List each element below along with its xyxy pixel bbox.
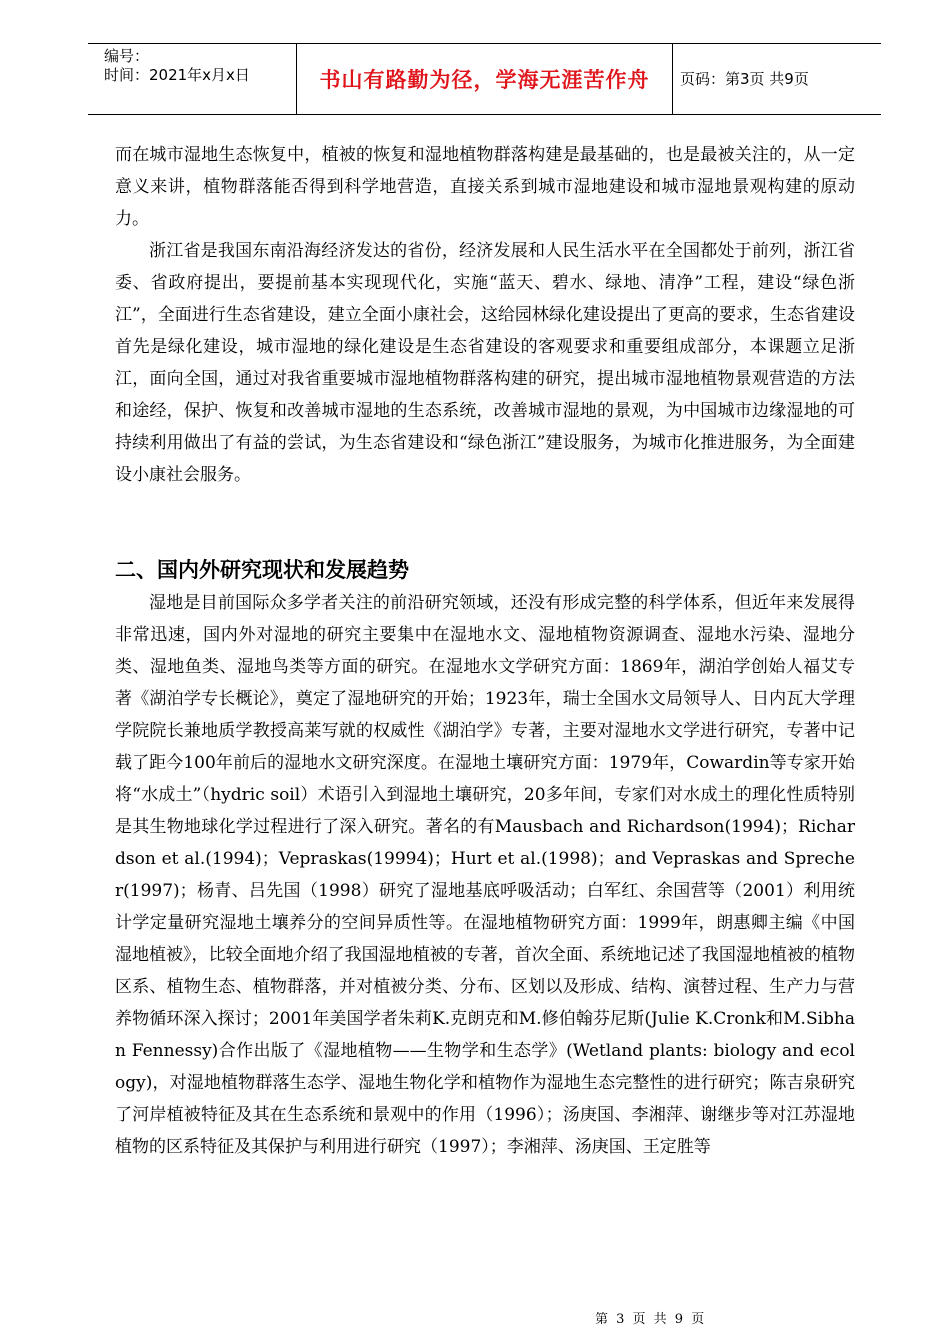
header-meta	[104, 47, 294, 85]
header-page-info: 页码：第3页 共9页	[680, 70, 809, 88]
header-number-label: 编号：	[104, 47, 150, 65]
paragraph-continued: 而在城市湿地生态恢复中，植被的恢复和湿地植物群落构建是最基础的，也是最被关注的，从一定意义来讲，植物群落能否得到科学地营造，直接关系到城市湿地建设和城市湿地景观构建的原动力。	[115, 145, 855, 229]
paragraph-research-status: 湿地是目前国际众多学者关注的前沿研究领域，还没有形成完整的科学体系，但近年来发展得非常迅速，国内外对湿地的研究主要集中在湿地水文、湿地植物资源调查、湿地水污染、湿地分类、湿地鱼类、湿地鸟类等方面的研究。在湿地水文学研究方面：1869年，湖泊学创始人福艾专著《湖泊学专长概论》，奠定了湿地研究的开始；1923年，瑞士全国水文局领导人、日内瓦大学理学院院长兼地质学教授高莱写就的权威性《湖泊学》专著，主要对湿地水文学进行研究，专著中记载了距今100年前后的湿地水文研究深度。在湿地土壤研究方面：1979年，Cowardin等专家开始将“水成土”（hydric soil）术语引入到湿地土壤研究，20多年间，专家们对水成土的理化性质特别是其生物地球化学过程进行了深入研究。著名的有Mausbach and Richardson(1994)；Richardson et al.(1994)；Vepraskas(19994)；Hurt et al.(1998)；and Vepraskas and Sprecher(1997)；杨青、吕先国（1998）研究了湿地基底呼吸活动；白军红、余国营等（2001）利用统计学定量研究湿地土壤养分的空间异质性等。在湿地植物研究方面：1999年，朗惠卿主编《中国湿地植被》，比较全面地介绍了我国湿地植被的专著，首次全面、系统地记述了我国湿地植被的植物区系、植物生态、植物群落，并对植被分类、分布、区划以及形成、结构、演替过程、生产力与营养物循环深入探讨；2001年美国学者朱莉K.克朗克和M.修伯翰芬尼斯(Julie K.Cronk和M.Sibhan Fennessy)合作出版了《湿地植物——生物学和生态学》(Wetland plants: biology and ecology)，对湿地植物群落生态学、湿地生物化学和植物作为湿地生态完整性的进行研究；陈吉泉研究了河岸植被特征及其在生态系统和景观中的作用（1996）；汤庚国、李湘萍、谢继步等对江苏湿地植物的区系特征及其保护与利用进行研究（1997）；李湘萍、汤庚国、王定胜等	[115, 593, 855, 1157]
paragraph-zhejiang: 浙江省是我国东南沿海经济发达的省份，经济发展和人民生活水平在全国都处于前列，浙江省委、省政府提出，要提前基本实现现代化，实施“蓝天、碧水、绿地、清净”工程，建设“绿色浙江”，全面进行生态省建设，建立全面小康社会，这给园林绿化建设提出了更高的要求，生态省建设首先是绿化建设，城市湿地的绿化建设是生态省建设的客观要求和重要组成部分，本课题立足浙江，面向全国，通过对我省重要城市湿地植物群落构建的研究，提出城市湿地植物景观营造的方法和途经，保护、恢复和改善城市湿地的生态系统，改善城市湿地的景观，为中国城市边缘湿地的可持续利用做出了有益的尝试，为生态省建设和“绿色浙江”建设服务，为城市化推进服务，为全面建设小康社会服务。	[115, 241, 855, 485]
section-heading: 二、国内外研究现状和发展趋势	[115, 558, 409, 582]
header-motto: 书山有路勤为径，学海无涯苦作舟	[296, 44, 673, 114]
document-body	[115, 139, 855, 1163]
page-header	[88, 43, 881, 115]
header-time-label: 时间：2021年x月x日	[104, 66, 250, 84]
section-spacer	[115, 491, 855, 553]
page-footer: 第 3 页 共 9 页	[595, 1312, 707, 1327]
